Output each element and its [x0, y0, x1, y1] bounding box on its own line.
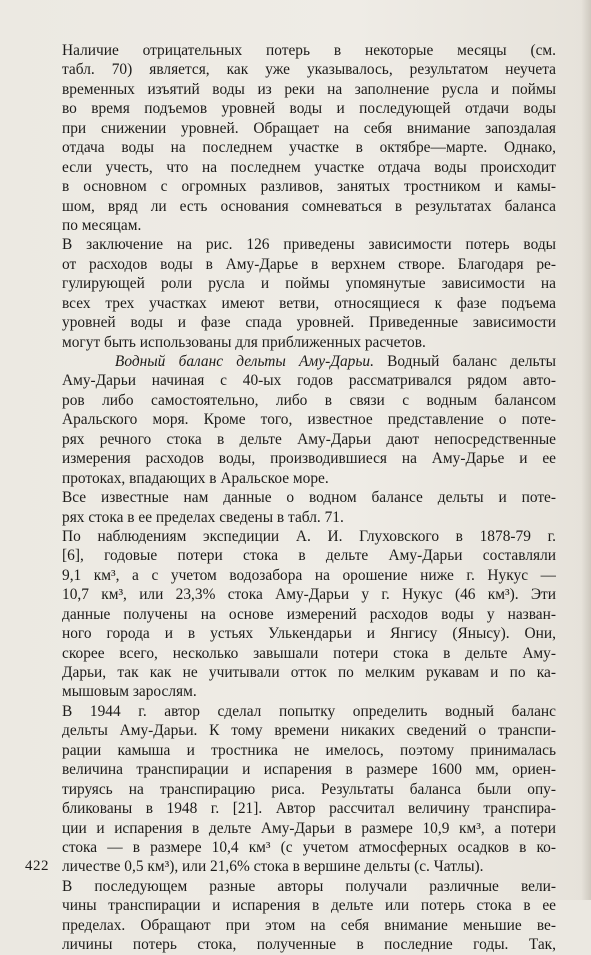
page-number: 422 [25, 858, 49, 874]
text-line: ров либо самостоятельно, либо в связи с водным балансом [62, 391, 556, 409]
paragraph [62, 235, 556, 352]
paragraph [62, 352, 556, 488]
text-line: гулирующей роли русла и поймы упомянутые зависимости на [62, 275, 556, 293]
text-line: по месяцам. [62, 216, 142, 234]
text-line [62, 352, 556, 371]
text-line: величина транспирации и испарения в размере 1600 мм, ориен- [62, 761, 556, 779]
text-line: По наблюдениям экспедиции А. И. Глуховского в 1878-79 г. [62, 527, 556, 545]
body-text [62, 41, 556, 955]
text-line: табл. 70) является, как уже указывалось, результатом неучета [62, 61, 556, 79]
text-line: Аральского моря. Кроме того, известное представление о поте- [62, 411, 556, 429]
text-line: бликованы в 1948 г. [21]. Автор рассчитал величину транспира- [62, 800, 556, 818]
text-line: В 1944 г. автор сделал попытку определить водный баланс [62, 702, 556, 720]
text-line: шом, вряд ли есть основания сомневаться в результатах баланса [62, 197, 556, 215]
text-line: Наличие отрицательных потерь в некоторые месяцы (см. [62, 42, 556, 59]
text-line: 10,7 км³, или 23,3% стока Аму-Дарьи у г. Нукус (46 км³). Эти [62, 586, 556, 604]
text-line: стока — в размере 10,4 км³ (с учетом атмосферных осадков в ко- [62, 838, 556, 856]
paragraph [62, 41, 556, 235]
text-line: измерения расходов воды, производившиеся на Аму-Дарье и ее [62, 450, 556, 468]
page-edge-shadow [581, 0, 591, 900]
text-line: при снижении уровней. Обращает на себя внимание запоздалая [62, 119, 556, 137]
text-line: Дарьи, так как не учитывали отток по мелким рукавам и по ка- [62, 664, 556, 681]
text-line: Все известные нам данные о водном балансе дельты и поте- [62, 489, 556, 507]
text-line: ции и испарения в дельте Аму-Дарьи в размере 10,9 км³, а потери [62, 819, 556, 837]
text-line: от расходов воды в Аму-Дарье в верхнем створе. Благодаря ре- [62, 255, 556, 273]
text-line: чины транспирации и испарения в дельте или потерь стока в ее [62, 897, 556, 915]
text-line: В последующем разные авторы получали различные вели- [62, 877, 556, 895]
section-heading: Водный баланс дельты Аму-Дарьи. [114, 353, 374, 370]
text-line: В заключение на рис. 126 приведены зависимости потерь воды [62, 236, 556, 254]
heading-line-rest: Водный баланс дельты [373, 353, 556, 370]
text-line: ного города и в устьях Улькендарьи и Янгису (Янысу). Они, [62, 625, 556, 643]
text-line: временных изъятий воды из реки на заполнение русла и поймы [62, 80, 556, 98]
text-line: Аму-Дарьи начиная с 40-ых годов рассматривался рядом авто- [62, 372, 556, 390]
paragraph [62, 702, 556, 877]
paragraph [62, 488, 556, 527]
text-line: во время подъемов уровней воды и последующей отдачи воды [62, 100, 556, 118]
text-line: мышовым зарослям. [62, 683, 197, 701]
text-line: тируясь на транспирацию риса. Результаты баланса были опу- [62, 780, 556, 798]
text-line: скорее всего, несколько завышали потери стока в дельте Аму- [62, 644, 556, 662]
text-line: личестве 0,5 км³), или 21,6% стока в вершине дельты (с. Чатлы). [62, 858, 484, 876]
text-line: отдача воды на последнем участке в октябре—марте. Однако, [62, 139, 556, 157]
text-line: в основном с огромных разливов, занятых тростником и камы- [62, 178, 556, 196]
text-line: дельты Аму-Дарьи. К тому времени никаких сведений о транспи- [62, 722, 556, 740]
text-line: данные получены на основе измерений расходов воды у назван- [62, 605, 556, 623]
text-line: могут быть использованы для приближенных расчетов. [62, 333, 426, 351]
paragraph [62, 877, 556, 955]
text-line: рях речного стока в дельте Аму-Дарьи дают непосредственные [62, 430, 556, 448]
text-line: протоках, впадающих в Аральское море. [62, 469, 329, 487]
text-line: уровней воды и фазе спада уровней. Приведенные зависимости [62, 314, 556, 332]
text-line: пределах. Обращают при этом на себя внимание меньшие ве- [62, 916, 556, 934]
text-line: рях стока в ее пределах сведены в табл. 71. [62, 508, 344, 526]
text-line: 9,1 км³, а с учетом водозабора на орошение ниже г. Нукус — [62, 566, 556, 584]
text-line: всех трех участках имеют ветви, относящиеся к фазе подъема [62, 294, 556, 312]
text-line: если учесть, что на последнем участке отдача воды происходит [62, 158, 556, 176]
paragraph [62, 527, 556, 702]
text-line: личины потерь стока, полученные в последние годы. Так, [62, 936, 556, 954]
text-line: [6], годовые потери стока в дельте Аму-Дарьи составляли [62, 547, 556, 565]
text-line: рации камыша и тростника не имелось, поэтому принималась [62, 741, 556, 759]
